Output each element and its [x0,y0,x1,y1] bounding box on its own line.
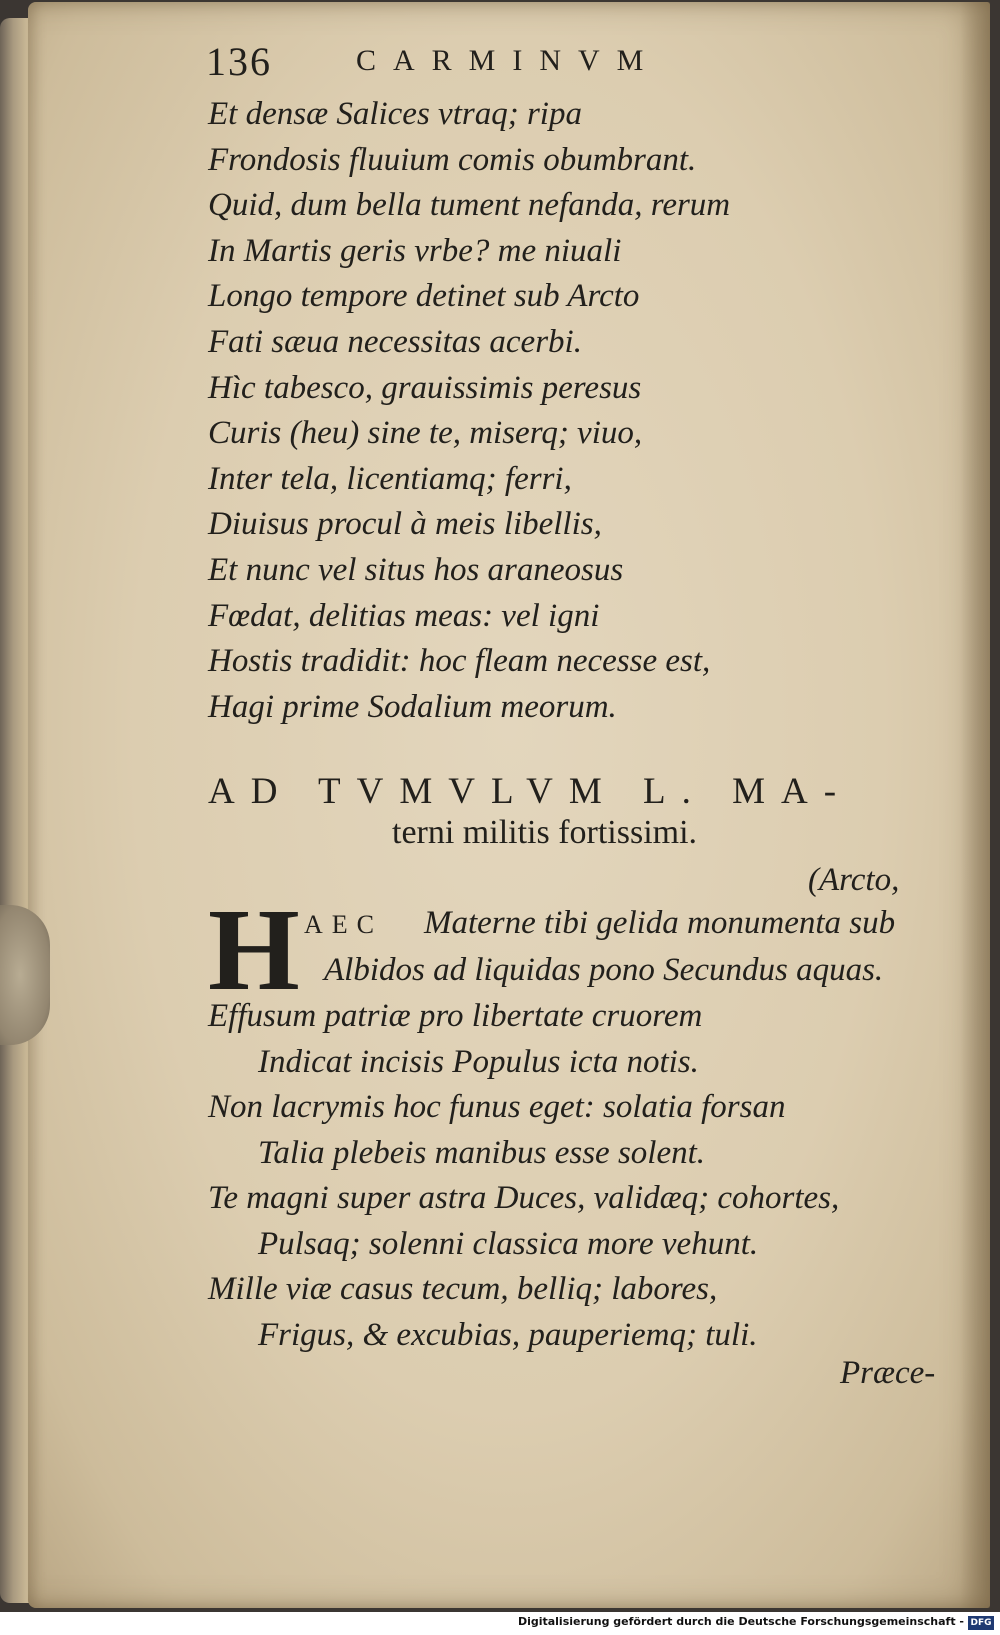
first-word-small-caps: AEC [304,910,383,939]
hexameter-line: Non lacrymis hoc funus eget: solatia forsan [208,1089,786,1125]
verse-line: Et nunc vel situs hos araneosus [208,551,624,588]
verse-line: Frondosis fluuium comis obumbrant. [208,141,697,178]
funding-footer [0,1612,1000,1635]
verse-line: Hostis tradidit: hoc fleam necesse est, [208,643,711,680]
second-verse-line: Albidos ad liquidas pono Secundus aquas. [324,952,884,988]
pentameter-line: Indicat incisis Populus icta notis. [258,1043,699,1080]
verse-line: Curis (heu) sine te, miserq; viuo, [208,415,643,452]
verse-line: Longo tempore detinet sub Arcto [208,278,640,315]
catchword: Præce- [840,1355,936,1391]
verse-line: Et densæ Salices vtraq; ripa [208,96,582,132]
poem-heading: AD TVMVLVM L. MA- [208,771,853,812]
verse-line: Fati sæua necessitas acerbi. [208,323,582,360]
running-header [206,38,806,88]
verse-line: Fœdat, delitias meas: vel igni [208,597,600,634]
poem-continuation [208,92,848,730]
hexameter-line: Effusum patriæ pro libertate cruorem [208,998,703,1034]
verse-line: Hìc tabesco, grauissimis peresus [208,369,642,406]
poem-heading-continuation: terni militis fortissimi. [392,814,698,851]
hexameter-line: Mille viæ casus tecum, belliq; labores, [208,1271,718,1307]
verse-line: In Martis geris vrbe? me niuali [208,232,622,269]
verse-line: Inter tela, licentiamq; ferri, [208,460,572,497]
running-title: CARMINVM [356,44,661,77]
dfg-logo-icon: DFG [968,1616,994,1630]
book-clip [0,905,50,1045]
page-gutter-shadow [960,2,990,1608]
elegy-body [208,994,928,1358]
hexameter-line: Te magni super astra Duces, validæq; cohortes, [208,1180,840,1216]
page-number: 136 [206,39,272,84]
first-verse-line: Materne tibi gelida monumenta sub [424,905,896,941]
verse-line: Diuisus procul à meis libellis, [208,506,602,543]
pentameter-line: Talia plebeis manibus esse solent. [258,1134,706,1171]
verse-line: Hagi prime Sodalium meorum. [208,688,617,725]
drop-cap-initial: H [208,884,300,1015]
pentameter-line: Frigus, & excubias, pauperiemq; tuli. [258,1316,758,1353]
funding-credit: Digitalisierung gefördert durch die Deutsche Forschungsgemeinschaft - [517,1615,964,1628]
verse-line: Quid, dum bella tument nefanda, rerum [208,187,731,224]
turnover-word: (Arcto, [808,862,900,898]
pentameter-line: Pulsaq; solenni classica more vehunt. [258,1225,759,1262]
